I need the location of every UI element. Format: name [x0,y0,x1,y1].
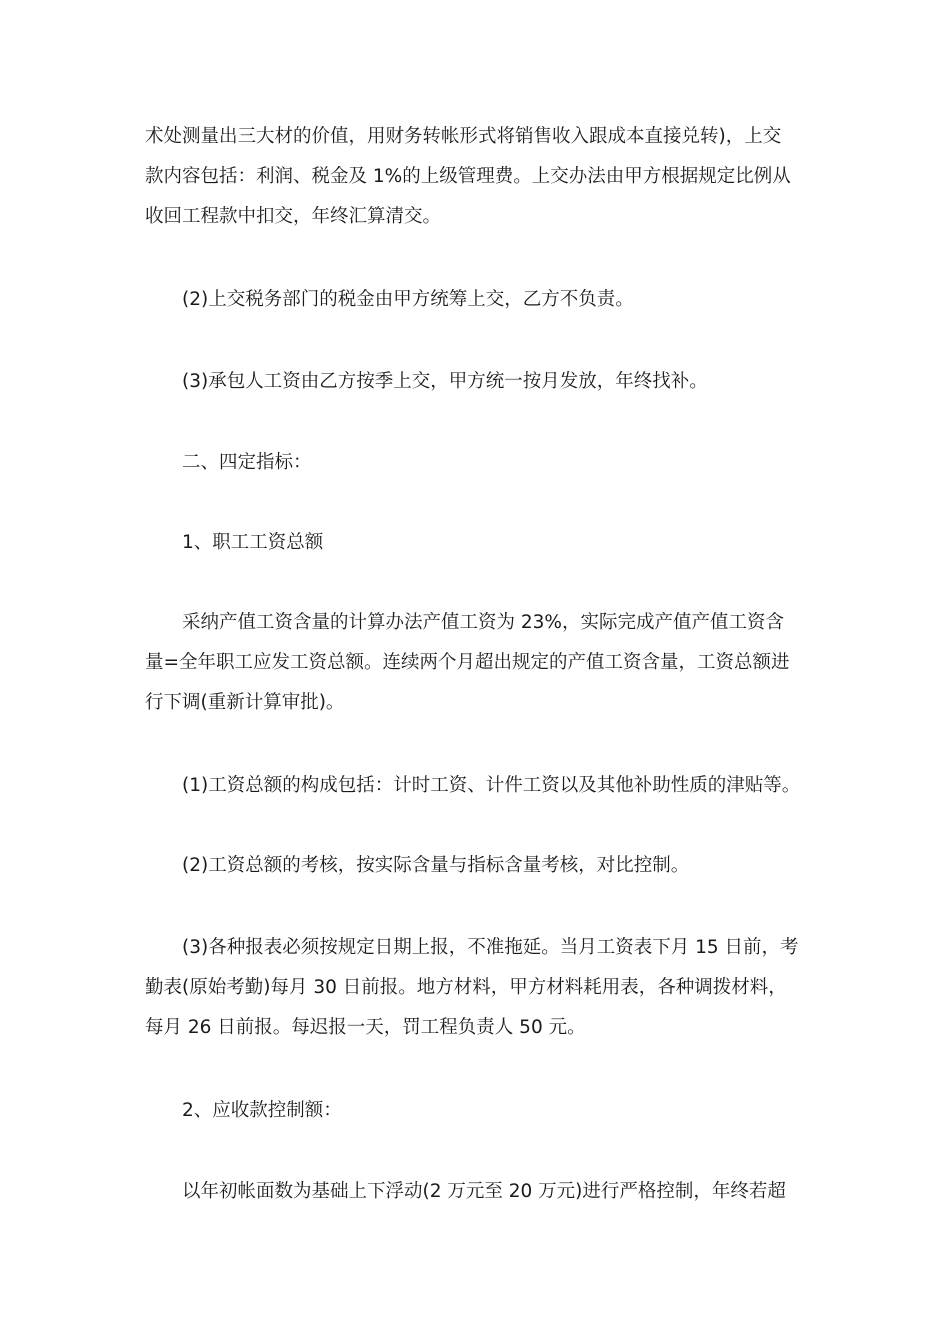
text-line: 款内容包括：利润、税金及 1%的上级管理费。上交办法由甲方根据规定比例从 [145,166,791,187]
text-line: (1)工资总额的构成包括：计时工资、计件工资以及其他补助性质的津贴等。 [182,775,801,796]
paragraph-receivables-control [145,1172,810,1212]
text-line: 以年初帐面数为基础上下浮动(2 万元至 20 万元)进行严格控制，年终若超 [182,1181,786,1202]
paragraph-report-deadlines [145,928,810,1048]
text-line: 收回工程款中扣交，年终汇算清交。 [145,206,442,227]
paragraph-wage-assessment [145,846,810,886]
text-line: 二、四定指标： [182,452,312,473]
text-line: 勤表(原始考勤)每月 30 日前报。地方材料，甲方材料耗用表，各种调拨材料， [145,977,787,998]
text-line: 每月 26 日前报。每迟报一天，罚工程负责人 50 元。 [145,1017,586,1038]
text-line: (3)承包人工资由乙方按季上交，甲方统一按月发放，年终找补。 [182,371,708,392]
paragraph-settlement-details [145,117,810,237]
subheading-total-wages [145,523,810,563]
subheading-receivables-limit [145,1091,810,1131]
section-heading-four-indicators [145,443,810,483]
text-line: (3)各种报表必须按规定日期上报，不准拖延。当月工资表下月 15 日前，考 [182,937,799,958]
paragraph-wage-composition [145,766,810,806]
paragraph-tax-payment [145,280,810,320]
text-line: 量=全年职工应发工资总额。连续两个月超出规定的产值工资含量，工资总额进 [145,652,790,673]
text-line: 1、职工工资总额 [182,532,324,553]
text-line: 行下调(重新计算审批)。 [145,692,345,713]
text-line: 术处测量出三大材的价值，用财务转帐形式将销售收入跟成本直接兑转)，上交 [145,126,782,147]
text-line: 2、应收款控制额： [182,1100,342,1121]
text-line: (2)上交税务部门的税金由甲方统筹上交，乙方不负责。 [182,289,634,310]
text-line: (2)工资总额的考核，按实际含量与指标含量考核，对比控制。 [182,855,690,876]
text-line: 采纳产值工资含量的计算办法产值工资为 23%，实际完成产值产值工资含 [182,612,785,633]
paragraph-contractor-wages [145,362,810,402]
paragraph-wage-calculation [145,603,810,723]
